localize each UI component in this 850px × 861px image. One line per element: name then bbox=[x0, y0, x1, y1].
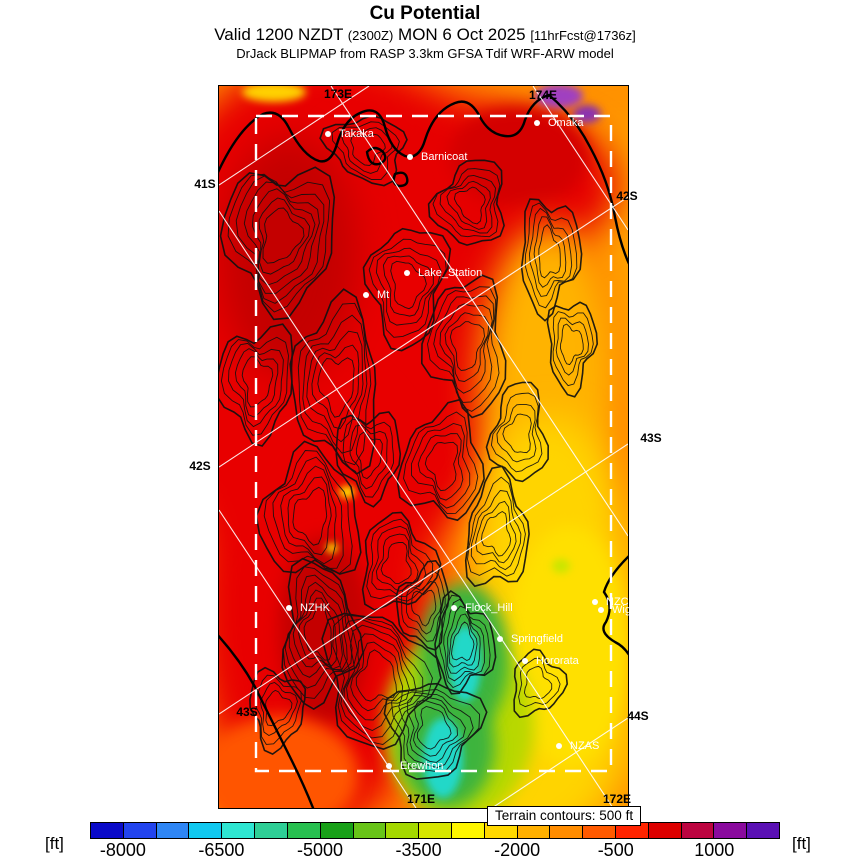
site-label: Omaka bbox=[548, 117, 584, 129]
colorbar-tick-1000: 1000 bbox=[694, 840, 735, 860]
site-label: Barnicoat bbox=[421, 151, 468, 163]
colorbar-segment bbox=[123, 823, 156, 838]
site-label: NZHK bbox=[300, 602, 330, 614]
graticule-label-44s: 44S bbox=[627, 709, 649, 723]
graticule-label-173e: 173E bbox=[323, 87, 353, 101]
colorbar-segment bbox=[254, 823, 287, 838]
colorbar-tick--6500: -6500 bbox=[198, 840, 245, 860]
site-label: Flock_Hill bbox=[465, 602, 513, 614]
graticule-label-41s: 41S bbox=[194, 177, 216, 191]
colorbar-segment bbox=[451, 823, 484, 838]
unit-label-left: [ft] bbox=[45, 834, 64, 853]
site-label: Hororata bbox=[536, 655, 579, 667]
graticule-label-42s: 42S bbox=[189, 459, 211, 473]
page-title: Cu Potential bbox=[369, 3, 481, 24]
site-label: NZAS bbox=[570, 740, 600, 752]
site-label: Takaka bbox=[339, 128, 374, 140]
graticule-label-174e: 174E bbox=[528, 88, 558, 102]
colorbar-tick--3500: -3500 bbox=[395, 840, 442, 860]
site-label: Erewhon bbox=[400, 760, 444, 772]
colorbar-segment bbox=[681, 823, 714, 838]
colorbar-tick--5000: -5000 bbox=[296, 840, 344, 860]
graticule-label-43s: 43S bbox=[236, 705, 258, 719]
graticule-label-43s: 43S bbox=[640, 431, 662, 445]
colorbar-segment bbox=[418, 823, 451, 838]
colorbar-segment bbox=[287, 823, 320, 838]
site-label: Lake_Station bbox=[418, 267, 483, 279]
colorbar-segment bbox=[353, 823, 386, 838]
colorbar-segment bbox=[221, 823, 254, 838]
site-label: Mt bbox=[377, 289, 390, 301]
valid-time-line bbox=[0, 25, 850, 45]
colorbar-segment bbox=[320, 823, 353, 838]
colorbar-segment bbox=[385, 823, 418, 838]
model-line: DrJack BLIPMAP from RASP 3.3km GFSA Tdif WRF-ARW model bbox=[236, 46, 614, 61]
valid-time: Valid 1200 NZDT bbox=[214, 25, 348, 44]
terrain-contour-note: Terrain contours: 500 ft bbox=[487, 806, 641, 826]
graticule-label-171e: 171E bbox=[406, 792, 436, 806]
colorbar-segment bbox=[648, 823, 681, 838]
unit-label-right: [ft] bbox=[792, 834, 811, 853]
valid-zulu: (2300Z) bbox=[347, 28, 394, 43]
valid-date: MON 6 Oct 2025 bbox=[393, 25, 531, 44]
site-label: NZCH bbox=[606, 596, 637, 608]
colorbar-segment bbox=[91, 823, 123, 838]
colorbar-tick--500: -500 bbox=[597, 840, 634, 860]
forecast-info: [11hrFcst@1736z] bbox=[530, 28, 636, 43]
colorbar bbox=[90, 822, 780, 839]
site-label: Wigram bbox=[612, 604, 650, 616]
colorbar-tick--2000: -2000 bbox=[494, 840, 541, 860]
colorbar-tick--8000: -8000 bbox=[99, 840, 146, 860]
map-canvas bbox=[219, 86, 628, 808]
graticule-label-172e: 172E bbox=[602, 792, 632, 806]
graticule-label-42s: 42S bbox=[616, 189, 638, 203]
colorbar-segment bbox=[713, 823, 746, 838]
colorbar-segment bbox=[746, 823, 779, 838]
colorbar-segment bbox=[156, 823, 189, 838]
colorbar-segment bbox=[188, 823, 221, 838]
site-label: Springfield bbox=[511, 633, 563, 645]
